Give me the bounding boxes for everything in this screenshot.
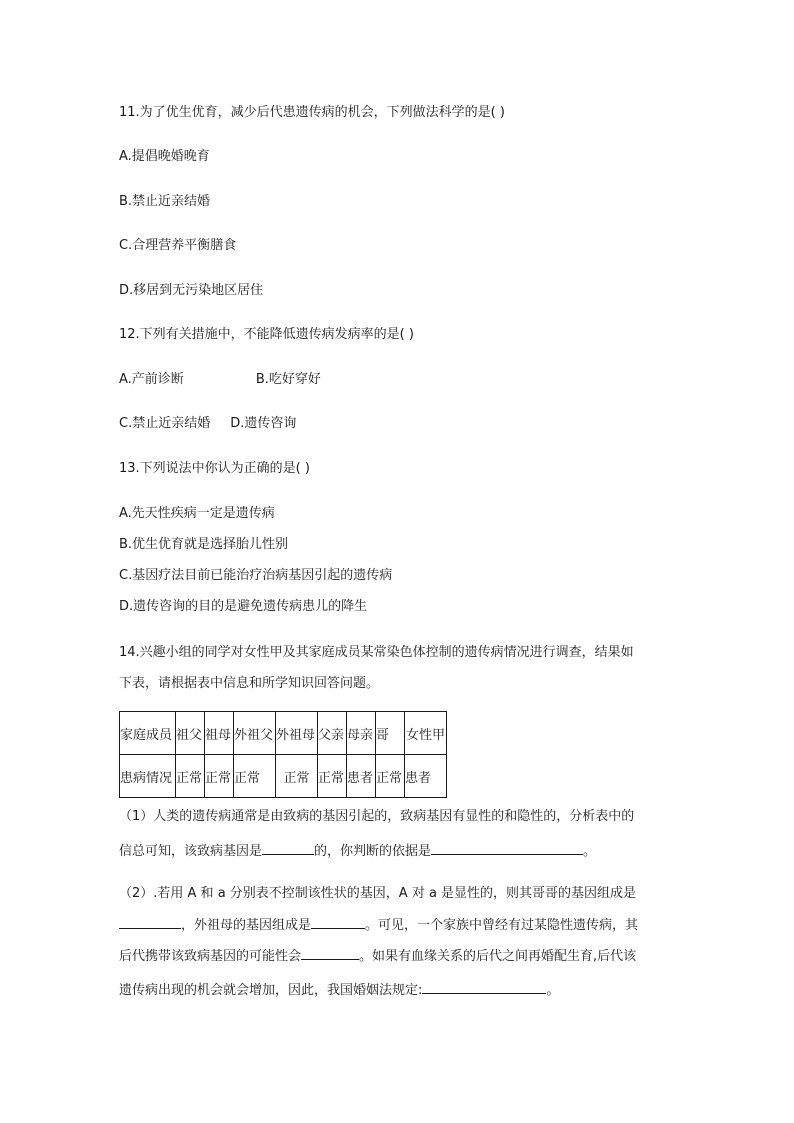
answer-blank-5[interactable]	[301, 945, 359, 960]
table-cell: 哥	[376, 712, 405, 755]
family-survey-table	[119, 711, 447, 798]
table-cell: 父亲	[318, 712, 347, 755]
q14-part2-text-a: ，外祖母的基因组成是	[181, 918, 312, 933]
q14-part2-text-f: 。	[546, 983, 560, 998]
table-cell: 患者	[347, 755, 376, 798]
q14-part2-line3	[119, 945, 636, 966]
q14-part1-text-c: 。	[583, 844, 597, 859]
q13-option-c: C.基因疗法目前已能治疗治病基因引起的遗传病	[119, 568, 393, 583]
q11-option-d: D.移居到无污染地区居住	[119, 283, 264, 298]
q14-stem-line2: 下表，请根据表中信息和所学知识回答问题。	[119, 676, 380, 691]
q14-part1-text-b: 的，你判断的依据是	[314, 844, 432, 859]
q13-option-b: B.优生优育就是选择胎儿性别	[119, 537, 289, 552]
q12-options-ab	[119, 371, 321, 389]
q14-part1-text-a: 信总可知，该致病基因是	[119, 844, 263, 859]
table-cell: 女性甲	[405, 712, 447, 755]
table-cell: 祖母	[205, 712, 234, 755]
table-cell: 家庭成员	[120, 712, 176, 755]
answer-blank-6[interactable]	[422, 979, 546, 994]
q14-part1-line2	[119, 840, 596, 861]
table-cell: 正常	[376, 755, 405, 798]
table-cell: 正常	[205, 755, 234, 798]
table-cell: 正常	[318, 755, 347, 798]
q11-option-c: C.合理营养平衡膳食	[119, 238, 237, 253]
q12-options-cd	[119, 415, 296, 433]
answer-blank-3[interactable]	[119, 914, 181, 929]
table-cell: 正常	[276, 755, 318, 798]
table-cell: 正常	[176, 755, 205, 798]
answer-blank-2[interactable]	[431, 840, 583, 855]
q14-stem-line1: 14.兴趣小组的同学对女性甲及其家庭成员某常染色体控制的遗传病情况进行调查，结果如	[119, 645, 634, 660]
table-cell: 外祖母	[276, 712, 318, 755]
table-cell: 母亲	[347, 712, 376, 755]
q12-option-a: A.产前诊断	[119, 372, 184, 387]
q14-part2-text-b: 。可见，一个家族中曾经有过某隐性遗传病，其	[365, 918, 639, 933]
q14-part2-line1: （2）.若用 A 和 a 分别表不控制该性状的基因，A 对 a 是显性的，则其哥哥的基因组成是	[119, 886, 637, 901]
q14-part2-text-c: 后代携带该致病基因的可能性会	[119, 949, 302, 964]
table-cell: 患病情况	[120, 755, 176, 798]
table-cell: 患者	[405, 755, 447, 798]
answer-blank-4[interactable]	[311, 914, 365, 929]
q11-option-a: A.提倡晚婚晚育	[119, 149, 210, 164]
q13-option-d: D.遗传咨询的目的是避免遗传病患儿的降生	[119, 599, 368, 614]
table-cell: 外祖父	[234, 712, 276, 755]
q14-part2-text-d: 。如果有血缘关系的后代之间再婚配生育,后代该	[359, 949, 637, 964]
q12-stem: 12.下列有关措施中，不能降低遗传病发病率的是( )	[119, 327, 414, 342]
q13-option-a: A.先天性疾病一定是遗传病	[119, 506, 275, 521]
q12-option-b: B.吃好穿好	[255, 372, 321, 387]
answer-blank-1[interactable]	[262, 840, 314, 855]
table-cell: 正常	[234, 755, 276, 798]
q11-stem: 11.为了优生优育，减少后代患遗传病的机会，下列做法科学的是( )	[119, 105, 505, 120]
q11-option-b: B.禁止近亲结婚	[119, 194, 211, 209]
q13-stem: 13.下列说法中你认为正确的是( )	[119, 461, 310, 476]
table-row	[120, 755, 447, 798]
q14-part2-line2	[119, 914, 638, 935]
table-cell: 祖父	[176, 712, 205, 755]
q14-part2-text-e: 遗传病出现的机会就会增加，因此，我国婚姻法规定:	[119, 983, 423, 998]
q14-part1-line1: （1）人类的遗传病通常是由致病的基因引起的，致病基因有显性的和隐性的，分析表中的	[119, 809, 635, 824]
table-header-row	[120, 712, 447, 755]
q12-option-d: D.遗传咨询	[230, 416, 297, 431]
q12-option-c: C.禁止近亲结婚	[119, 416, 211, 431]
q14-part2-line4	[119, 979, 559, 1000]
